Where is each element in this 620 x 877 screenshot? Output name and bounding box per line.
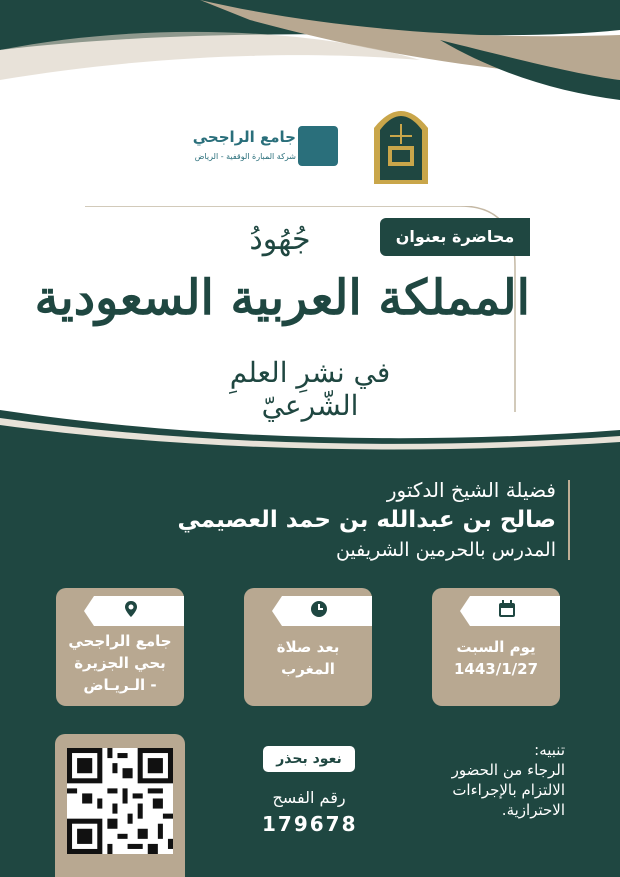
notice-heading: تنبيه: — [534, 741, 565, 759]
ministry-logo — [370, 98, 432, 184]
time-line2: المغرب — [281, 660, 335, 678]
speaker-block — [177, 476, 556, 564]
rajhi-logo-subtitle: شركة المبارة الوقفية - الرياض — [194, 152, 296, 161]
location-line3: - الـريـاض — [83, 676, 157, 694]
speaker-name: صالح بن عبدالله بن حمد العصيمي — [177, 507, 556, 533]
title-subtitle: في نشرِ العلمِ الشّرعيّ — [229, 356, 391, 422]
notice-line1: الرجاء من الحضور — [451, 761, 565, 779]
notice-line2: الالتزام بالإجراءات — [452, 781, 565, 799]
nawood-badge: نعود بحذر — [263, 746, 355, 772]
lecture-label: محاضرة بعنوان — [380, 218, 530, 256]
permit-label: رقم الفسح — [272, 788, 346, 807]
speaker-divider — [568, 480, 570, 560]
clock-icon — [310, 600, 328, 618]
notice-line3: الاحترازية. — [501, 801, 565, 819]
title-prefix: جُهُودُ — [249, 222, 311, 257]
permit-number: 179678 — [262, 812, 358, 836]
speaker-title: المدرس بالحرمين الشريفين — [335, 539, 556, 561]
location-line1: جامع الراجحي — [68, 632, 172, 650]
location-line2: بحي الجزيرة — [74, 654, 166, 672]
date-value: 1443/1/27 — [453, 660, 539, 678]
location-card — [56, 588, 184, 706]
time-line1: بعد صلاة — [276, 638, 340, 656]
location-pin-icon — [122, 600, 140, 618]
qr-code-panel — [55, 734, 185, 877]
notice-block — [395, 740, 565, 820]
time-card — [244, 588, 372, 706]
rajhi-logo-mark — [298, 126, 338, 166]
speaker-honorific: فضيلة الشيخ الدكتور — [386, 478, 556, 502]
title-main: المملكة العربية السعودية — [34, 270, 530, 326]
date-day: يوم السبت — [456, 638, 536, 656]
calendar-icon — [498, 600, 516, 618]
rajhi-logo-name: جامع الراجحي — [192, 128, 296, 146]
qr-code[interactable] — [67, 748, 173, 854]
date-card — [432, 588, 560, 706]
